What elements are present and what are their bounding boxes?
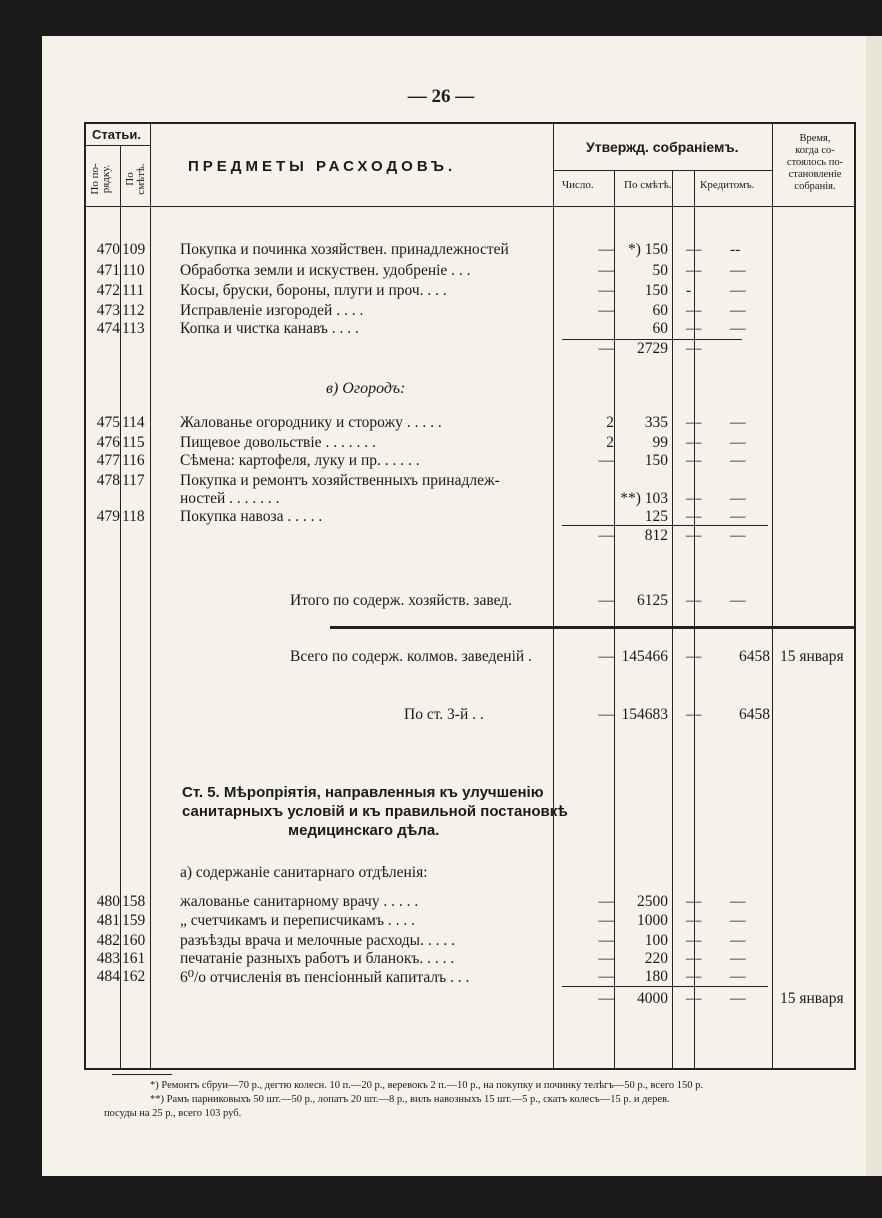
item-col-a: —	[686, 302, 702, 319]
item-description: Пищевое довольствіе . . . . . . .	[180, 434, 376, 451]
item-col-a: —	[686, 241, 702, 258]
st5-line-3: медицинскаго дѣла.	[288, 822, 440, 839]
section-sanitarnoe: а) содержаніе санитарнаго отдѣленія:	[180, 864, 428, 881]
table-row	[0, 302, 882, 322]
row-number: 479	[96, 508, 120, 525]
row-number: 480	[96, 893, 120, 910]
footnote-rule	[112, 1074, 172, 1075]
item-count: 2	[606, 414, 614, 431]
item-col-b: —	[730, 508, 746, 525]
item-sum: 180	[644, 968, 668, 985]
itogo-a: —	[686, 592, 702, 609]
table-row	[0, 434, 882, 454]
item-description: ностей . . . . . . .	[180, 490, 280, 507]
item-col-b: —	[730, 968, 746, 985]
table-row	[0, 241, 882, 261]
item-description: „ счетчикамъ и переписчикамъ . . . .	[180, 912, 415, 929]
item-description: 6⁰/о отчисленія въ пенсіонный капиталъ . . .	[180, 969, 470, 986]
row-number: 482	[96, 932, 120, 949]
vsego-sum: 145466	[621, 648, 668, 665]
item-col-b: —	[730, 302, 746, 319]
subtotal-2-num: —	[598, 527, 614, 544]
item-description: Покупка и ремонтъ хозяйственныхъ принадлеж-	[180, 472, 500, 489]
table-row	[0, 968, 882, 988]
table-top-rule	[84, 122, 856, 124]
item-col-a: —	[686, 912, 702, 929]
subtotal-1-a: —	[686, 340, 702, 357]
vsego-date: 15 января	[780, 648, 844, 665]
table-row	[0, 472, 882, 492]
item-count: —	[598, 968, 614, 985]
subtotal-3-a: —	[686, 990, 702, 1007]
vsego-num: —	[598, 648, 614, 665]
po-st-num: —	[598, 706, 614, 723]
table-bottom-rule	[84, 1068, 856, 1070]
subtotal-1-sum: 2729	[637, 340, 668, 357]
vsego-label: Всего по содерж. колмов. заведеній .	[290, 648, 532, 665]
row-number: 477	[96, 452, 120, 469]
vsego-row	[0, 648, 882, 668]
item-sum: 100	[644, 932, 668, 949]
estimate-number: 111	[122, 282, 145, 299]
utverzhd-rule	[553, 170, 772, 171]
item-count: —	[598, 932, 614, 949]
itogo-row	[0, 592, 882, 612]
table-row	[0, 912, 882, 932]
item-count: —	[598, 302, 614, 319]
subtotal-3-sum: 4000	[637, 990, 668, 1007]
item-col-a: —	[686, 414, 702, 431]
item-count: —	[598, 282, 614, 299]
header-po-smete: По смѣтѣ.	[124, 163, 147, 195]
thick-rule	[330, 626, 854, 629]
item-col-b: --	[730, 241, 741, 258]
row-number: 483	[96, 950, 120, 967]
st5-line-1: Ст. 5. Мѣропріятія, направленныя къ улучшенію	[182, 784, 544, 801]
po-st-credit: 6458	[739, 706, 770, 723]
po-st-a: —	[686, 706, 702, 723]
estimate-number: 115	[122, 434, 145, 451]
item-col-a: —	[686, 262, 702, 279]
item-sum: 125	[644, 508, 668, 525]
item-sum: 2500	[637, 893, 668, 910]
subtotal-2-b: —	[730, 527, 746, 544]
row-number: 481	[96, 912, 120, 929]
header-vremya: Время, когда со- стоялось по- становленіе собранія.	[786, 133, 844, 192]
item-sum: 150	[644, 452, 668, 469]
itogo-sum: 6125	[637, 592, 668, 609]
item-col-a: —	[686, 968, 702, 985]
section-ogorod: в) Огородъ:	[326, 380, 406, 397]
item-description: печатаніе разныхъ работъ и бланокъ. . . . .	[180, 950, 455, 967]
item-count: —	[598, 452, 614, 469]
row-number: 473	[96, 302, 120, 319]
footnote-3: посуды на 25 р., всего 103 руб.	[104, 1108, 242, 1119]
subtotal-3-num: —	[598, 990, 614, 1007]
page-number: — 26 —	[407, 86, 475, 107]
vsego-a: —	[686, 648, 702, 665]
table-row	[0, 452, 882, 472]
header-po-smete-2: По смѣтѣ.	[624, 179, 672, 191]
item-count: —	[598, 912, 614, 929]
header-utverzhd: Утвержд. собраніемъ.	[586, 139, 739, 155]
row-number: 475	[96, 414, 120, 431]
row-number: 474	[96, 320, 120, 337]
subtotal-3-b: —	[730, 990, 746, 1007]
table-row	[0, 893, 882, 913]
header-predmety: ПРЕДМЕТЫ РАСХОДОВЪ.	[188, 158, 457, 175]
item-description: Обработка земли и искуствен. удобреніе . . .	[180, 262, 471, 279]
estimate-number: 113	[122, 320, 145, 337]
header-kreditom: Кредитомъ.	[700, 179, 755, 191]
estimate-number: 110	[122, 262, 145, 279]
st5-line-2: санитарныхъ условій и къ правильной постановкѣ	[182, 803, 568, 820]
item-col-b: —	[730, 282, 746, 299]
item-description: жалованье санитарному врачу . . . . .	[180, 893, 419, 910]
item-col-b: —	[730, 414, 746, 431]
item-col-a: —	[686, 320, 702, 337]
item-col-b: —	[730, 490, 746, 507]
row-number: 478	[96, 472, 120, 489]
item-col-a: —	[686, 893, 702, 910]
row-number: 470	[96, 241, 120, 258]
item-col-b: —	[730, 893, 746, 910]
item-col-b: —	[730, 262, 746, 279]
item-sum: *) 150	[627, 241, 668, 258]
table-row	[0, 932, 882, 952]
table-row	[0, 282, 882, 302]
item-description: Исправленіе изгородей . . . .	[180, 302, 364, 319]
item-col-a: —	[686, 932, 702, 949]
estimate-number: 118	[122, 508, 145, 525]
subtotal-2-sum: 812	[644, 527, 668, 544]
header-bottom-rule	[84, 206, 856, 207]
estimate-number: 158	[122, 893, 146, 910]
itogo-b: —	[730, 592, 746, 609]
header-po-poryadku: По по- рядку.	[89, 163, 112, 195]
item-col-b: —	[730, 950, 746, 967]
item-description: разъѣзды врача и мелочные расходы. . . . .	[180, 932, 455, 949]
estimate-number: 159	[122, 912, 146, 929]
item-description: Жалованье огороднику и сторожу . . . . .	[180, 414, 442, 431]
subtotal-row-1	[0, 340, 882, 360]
row-number: 472	[96, 282, 120, 299]
item-sum: 220	[644, 950, 668, 967]
vsego-credit: 6458	[739, 648, 770, 665]
estimate-number: 116	[122, 452, 145, 469]
item-description: Покупка навоза . . . . .	[180, 508, 323, 525]
item-count: —	[598, 893, 614, 910]
estimate-number: 112	[122, 302, 145, 319]
subtotal-3-date: 15 января	[780, 990, 844, 1007]
po-st-label: По ст. 3-й . .	[404, 706, 484, 723]
estimate-number: 114	[122, 414, 145, 431]
subtotal-rule-2	[562, 525, 768, 526]
item-col-b: —	[730, 912, 746, 929]
item-col-b: —	[730, 320, 746, 337]
item-description: Косы, бруски, бороны, плуги и проч. . . .	[180, 282, 447, 299]
subtotal-2-a: —	[686, 527, 702, 544]
item-col-a: -	[686, 282, 692, 299]
footnote-1: *) Ремонтъ сбруи—70 р., дегтю колесн. 10 п.—20 р., веревокъ 2 п.—10 р., на покупку и починку телѣгъ—50 р., всего 150 р.	[150, 1080, 704, 1091]
item-sum: 50	[652, 262, 668, 279]
row-number: 484	[96, 968, 120, 985]
item-description: Сѣмена: картофеля, луку и пр. . . . . .	[180, 452, 420, 469]
table-row	[0, 262, 882, 282]
footnote-2: **) Рамъ парниковыхъ 50 шт.—50 р., лопатъ 20 шт.—8 р., вилъ навозныхъ 15 шт.—5 р., скатъ колесъ—15 р. и дерев.	[150, 1094, 670, 1105]
item-description: Покупка и починка хозяйствен. принадлежностей	[180, 241, 509, 258]
statyi-rule	[86, 145, 150, 146]
item-sum: 99	[652, 434, 668, 451]
header-statyi: Статьи.	[92, 127, 141, 142]
item-sum: 60	[652, 320, 668, 337]
subtotal-row-3	[0, 990, 882, 1010]
item-count: —	[598, 241, 614, 258]
table-row	[0, 490, 882, 510]
item-count: —	[598, 950, 614, 967]
subtotal-rule-3	[562, 986, 768, 987]
item-col-a: —	[686, 452, 702, 469]
item-col-b: —	[730, 452, 746, 469]
subtotal-1-num: —	[598, 340, 614, 357]
estimate-number: 161	[122, 950, 146, 967]
row-number: 476	[96, 434, 120, 451]
item-sum: 150	[644, 282, 668, 299]
item-col-b: —	[730, 434, 746, 451]
item-col-a: —	[686, 434, 702, 451]
item-count: 2	[606, 434, 614, 451]
subtotal-row-2	[0, 527, 882, 547]
table-row	[0, 950, 882, 970]
estimate-number: 160	[122, 932, 146, 949]
item-col-a: —	[686, 508, 702, 525]
table-row	[0, 414, 882, 434]
po-st-row	[0, 706, 882, 726]
itogo-num: —	[598, 592, 614, 609]
item-sum: **) 103	[620, 490, 668, 507]
item-col-a: —	[686, 490, 702, 507]
estimate-number: 109	[122, 241, 146, 258]
table-row	[0, 320, 882, 340]
item-count: —	[598, 262, 614, 279]
item-sum: 335	[644, 414, 668, 431]
item-sum: 60	[652, 302, 668, 319]
item-sum: 1000	[637, 912, 668, 929]
estimate-number: 117	[122, 472, 145, 489]
item-col-b: —	[730, 932, 746, 949]
po-st-sum: 154683	[621, 706, 668, 723]
item-col-a: —	[686, 950, 702, 967]
header-chislo: Число.	[562, 179, 594, 191]
itogo-label: Итого по содерж. хозяйств. завед.	[290, 592, 513, 609]
estimate-number: 162	[122, 968, 146, 985]
item-description: Копка и чистка канавъ . . . .	[180, 320, 359, 337]
row-number: 471	[96, 262, 120, 279]
